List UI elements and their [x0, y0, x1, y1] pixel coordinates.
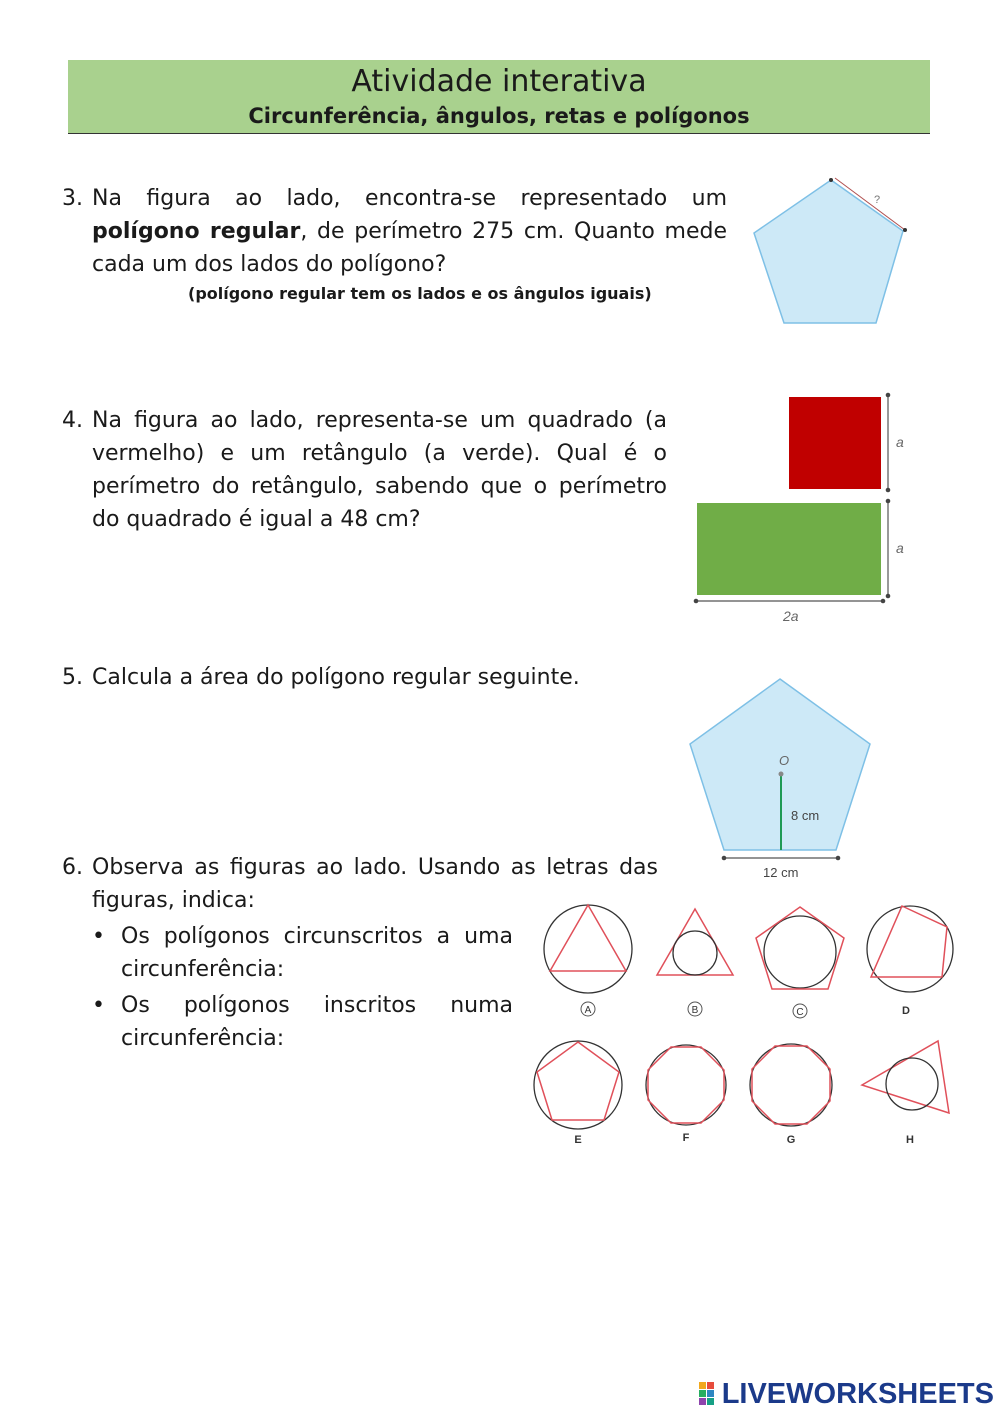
dim-dot [886, 499, 891, 504]
bullet-dot: • [92, 924, 105, 949]
question-5-pentagon-figure [680, 670, 890, 885]
question-3-note: (polígono regular tem os lados e os ângulos iguais) [188, 284, 652, 303]
apothem-label: 8 cm [791, 808, 820, 823]
question-6-number: 6. [62, 855, 83, 880]
label-rect-height: a [896, 540, 904, 556]
figure-label-F: F [682, 1132, 690, 1144]
figure-F [646, 1045, 726, 1144]
bullet-text: Os polígonos inscritos numa circunferência: [121, 993, 513, 1051]
figure-A [544, 905, 632, 1016]
figure-label-D: D [902, 1005, 910, 1017]
green-rectangle [697, 503, 881, 595]
question-4-figure [690, 390, 920, 630]
question-4 [62, 404, 667, 536]
page-subtitle: Circunferência, ângulos, retas e polígonos [248, 104, 750, 128]
bullet-inscribed [90, 989, 513, 1055]
question-3-bold-term: polígono regular [92, 219, 301, 244]
bullet-text: Os polígonos circunscritos a uma circunferência: [121, 924, 513, 982]
figure-label-B: B [691, 1005, 699, 1016]
dim-dot [886, 594, 891, 599]
unknown-side-label: ? [874, 194, 881, 206]
pentagon-shape [754, 180, 903, 323]
dim-dot [836, 856, 841, 861]
dim-dot [722, 856, 727, 861]
question-6-bullet-list [90, 920, 513, 1058]
figure-label-E: E [574, 1134, 582, 1146]
label-rect-width: 2a [783, 608, 799, 624]
question-3-number: 3. [62, 186, 83, 211]
dim-dot [881, 599, 886, 604]
dim-dot [694, 599, 699, 604]
figure-H [862, 1041, 949, 1146]
figure-C [756, 907, 844, 1018]
center-point [779, 772, 784, 777]
red-square [789, 397, 881, 489]
question-6-figures [528, 895, 968, 1165]
question-3-pentagon-figure [748, 172, 918, 332]
figure-label-G: G [786, 1134, 796, 1146]
figure-B [657, 909, 733, 1016]
figure-E [534, 1041, 622, 1146]
figure-label-A: A [584, 1005, 592, 1016]
question-4-number: 4. [62, 408, 83, 433]
side-label: 12 cm [763, 865, 799, 880]
vertex-dot-right [903, 228, 907, 232]
question-3-text [92, 182, 727, 281]
question-3 [62, 182, 727, 281]
question-5 [62, 661, 662, 694]
question-5-text: Calcula a área do polígono regular seguinte. [92, 665, 580, 690]
page-title: Atividade interativa [351, 64, 647, 99]
bullet-dot: • [92, 993, 105, 1018]
center-label: O [779, 753, 790, 768]
vertex-dot-top [829, 178, 833, 182]
logo-mark-icon [698, 1381, 720, 1407]
question-3-text-part2: , de perímetro 275 cm. Quanto mede cada um dos lados do polígono? [92, 219, 727, 277]
bullet-circumscribed [90, 920, 513, 986]
question-6-text: Observa as figuras ao lado. Usando as letras das figuras, indica: [92, 855, 658, 913]
logo-text: LIVEWORKSHEETS [721, 1377, 994, 1410]
question-5-number: 5. [62, 665, 83, 690]
question-4-text: Na figura ao lado, representa-se um quadrado (a vermelho) e um retângulo (a verde). Qual é o perímetro do retângulo, sabendo que o perímetro do quadrado é igual a 48 cm? [92, 408, 667, 532]
figure-D [867, 906, 953, 1017]
header-banner [68, 60, 930, 134]
label-square-side: a [896, 434, 904, 450]
question-3-text-part1: Na figura ao lado, encontra-se representado um [92, 186, 727, 211]
dim-dot [886, 393, 891, 398]
dim-dot [886, 488, 891, 493]
liveworksheets-logo [698, 1378, 994, 1410]
figure-label-H: H [906, 1134, 914, 1146]
figure-G [750, 1044, 832, 1146]
figure-label-C: C [796, 1007, 804, 1018]
